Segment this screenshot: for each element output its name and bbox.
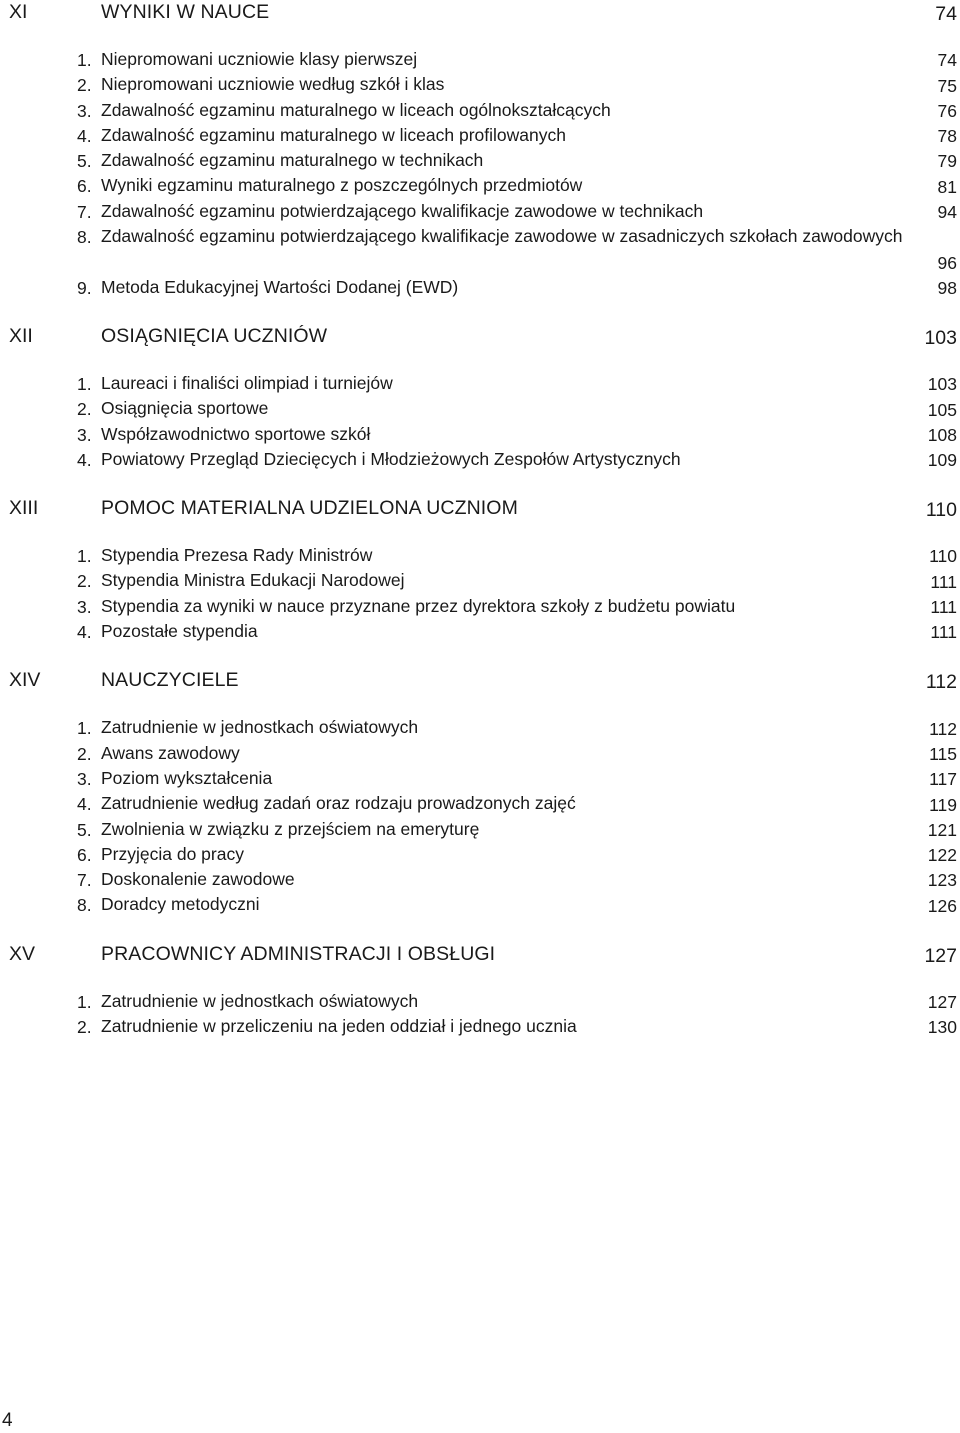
toc-entry [0, 124, 960, 149]
entry-number: 2. [77, 743, 92, 764]
entry-title: Doskonalenie zawodowe [101, 869, 295, 890]
section-number: XV [9, 942, 36, 965]
entry-number: 5. [77, 151, 92, 172]
entry-page-number: 110 [929, 546, 957, 567]
entry-title: Poziom wykształcenia [101, 767, 273, 788]
entry-page-number: 98 [937, 277, 957, 298]
entry-title: Przyjęcia do pracy [101, 843, 244, 864]
toc-entry [0, 48, 960, 73]
section-item-list [0, 990, 960, 1041]
entry-page-number: 78 [937, 126, 957, 147]
entry-number: 6. [77, 844, 92, 865]
section-number: XI [9, 1, 28, 23]
toc-entry [0, 174, 960, 199]
section-page-number: 103 [924, 326, 957, 349]
entry-page-number: 117 [929, 769, 957, 790]
toc-entry [0, 544, 960, 569]
entry-page-number: 94 [937, 202, 957, 223]
page-number: 4 [2, 1410, 13, 1431]
section-title: PRACOWNICY ADMINISTRACJI I OBSŁUGI [101, 942, 496, 965]
entry-page-number: 75 [937, 75, 957, 96]
toc-entry [0, 276, 960, 301]
entry-page-number: 105 [927, 399, 957, 420]
entry-number: 2. [77, 399, 92, 420]
section-gap [0, 645, 960, 668]
entry-number: 3. [77, 424, 92, 445]
section-heading [0, 942, 960, 967]
section-heading [0, 0, 960, 25]
section-title: WYNIKI W NAUCE [101, 1, 270, 23]
entry-number: 2. [77, 75, 92, 96]
toc-entry [0, 149, 960, 174]
entry-page-number: 119 [929, 794, 957, 815]
entry-page-number: 127 [927, 992, 957, 1013]
entry-number: 3. [77, 596, 92, 617]
entry-number: 7. [77, 870, 92, 891]
entry-title: Powiatowy Przegląd Dziecięcych i Młodzieżowych Zespołów Artystycznych [101, 448, 681, 469]
entry-page-number: 103 [927, 374, 957, 395]
section-gap [0, 919, 960, 942]
entry-title: Stypendia Prezesa Rady Ministrów [101, 545, 373, 566]
entry-page-number: 108 [927, 424, 957, 445]
toc-entry [0, 397, 960, 422]
entry-number: 1. [77, 546, 92, 567]
entry-title: Wyniki egzaminu maturalnego z poszczególnych przedmiotów [101, 175, 583, 196]
section-title: POMOC MATERIALNA UDZIELONA UCZNIOM [101, 497, 518, 520]
entry-number: 3. [77, 768, 92, 789]
entry-number: 5. [77, 819, 92, 840]
section-number: XII [9, 324, 33, 347]
entry-number: 4. [77, 125, 92, 146]
entry-number: 1. [77, 373, 92, 394]
entry-page-number: 121 [927, 819, 957, 840]
section-item-list [0, 544, 960, 645]
toc-entry [0, 423, 960, 448]
entry-number: 3. [77, 100, 92, 121]
entry-title: Awans zawodowy [101, 742, 240, 763]
entry-title: Doradcy metodyczni [101, 894, 260, 915]
entry-title: Zdawalność egzaminu potwierdzającego kwalifikacje zawodowe w technikach [101, 200, 704, 221]
entry-page-number: 122 [927, 845, 957, 866]
toc-section [0, 668, 960, 918]
section-number: XIV [9, 669, 41, 692]
toc-entry [0, 99, 960, 124]
entry-page-number: 111 [930, 622, 957, 643]
entry-number: 8. [77, 895, 92, 916]
entry-page-number: 74 [937, 50, 957, 71]
toc-entry [0, 792, 960, 817]
entry-title: Stypendia za wyniki w nauce przyznane przez dyrektora szkoły z budżetu powiatu [101, 595, 736, 616]
entry-number: 9. [77, 277, 92, 298]
entry-number: 8. [77, 227, 92, 248]
section-item-list [0, 716, 960, 918]
toc-entry [0, 818, 960, 843]
entry-page-number: 115 [929, 743, 957, 764]
toc-entry [0, 595, 960, 620]
entry-title: Zdawalność egzaminu maturalnego w liceach ogólnokształcących [101, 99, 611, 120]
entry-page-number: 109 [927, 450, 957, 471]
section-page-number: 110 [925, 499, 957, 522]
toc-entry [0, 843, 960, 868]
section-heading [0, 496, 960, 521]
entry-title: Zatrudnienie w przeliczeniu na jeden oddział i jednego ucznia [101, 1016, 577, 1037]
section-title: OSIĄGNIĘCIA UCZNIÓW [101, 324, 328, 347]
toc-entry [0, 620, 960, 645]
entry-page-number: 111 [930, 571, 957, 592]
entry-title: Pozostałe stypendia [101, 621, 258, 642]
entry-title: Współzawodnictwo sportowe szkół [101, 423, 371, 444]
entry-page-number: 112 [929, 718, 957, 739]
section-gap [0, 473, 960, 496]
entry-title: Zdawalność egzaminu maturalnego w liceach profilowanych [101, 124, 566, 145]
section-item-list [0, 48, 960, 301]
entry-number: 6. [77, 176, 92, 197]
toc-entry [0, 893, 960, 918]
section-item-list [0, 372, 960, 473]
section-number: XIII [9, 497, 39, 520]
section-heading [0, 668, 960, 693]
section-heading [0, 324, 960, 349]
entry-number: 4. [77, 622, 92, 643]
section-page-number: 112 [925, 671, 957, 694]
toc-entry [0, 990, 960, 1015]
toc-section [0, 0, 960, 301]
toc-entry [0, 73, 960, 98]
entry-title: Zdawalność egzaminu potwierdzającego kwalifikacje zawodowe w zasadniczych szkołach zawodowych [101, 226, 903, 247]
entry-page-number: 76 [937, 100, 957, 121]
section-page-number: 74 [935, 3, 957, 25]
entry-title: Niepromowani uczniowie klasy pierwszej [101, 49, 418, 69]
section-page-number: 127 [924, 944, 957, 967]
toc-entry [0, 569, 960, 594]
toc-section [0, 942, 960, 1041]
entry-number: 2. [77, 1017, 92, 1038]
toc-entry [0, 200, 960, 225]
entry-page-number: 96 [937, 252, 957, 273]
entry-page-number: 126 [927, 895, 957, 916]
toc-entry [0, 1015, 960, 1040]
entry-page-number: 81 [937, 176, 957, 197]
entry-title: Zatrudnienie w jednostkach oświatowych [101, 990, 419, 1011]
entry-number: 7. [77, 201, 92, 222]
section-gap [0, 301, 960, 324]
entry-number: 2. [77, 571, 92, 592]
toc-entry [0, 448, 960, 473]
toc-entry [0, 372, 960, 397]
entry-title: Zatrudnienie w jednostkach oświatowych [101, 717, 419, 738]
entry-title: Niepromowani uczniowie według szkół i klas [101, 74, 445, 95]
toc-entry [0, 767, 960, 792]
entry-number: 1. [77, 718, 92, 739]
entry-number: 4. [77, 794, 92, 815]
entry-title: Zwolnienia w związku z przejściem na emeryturę [101, 818, 480, 839]
entry-number: 1. [77, 50, 92, 70]
entry-title: Stypendia Ministra Edukacji Narodowej [101, 570, 405, 591]
entry-title: Zdawalność egzaminu maturalnego w technikach [101, 150, 484, 171]
toc-entry [0, 742, 960, 767]
entry-number: 1. [77, 991, 92, 1012]
entry-page-number: 123 [927, 870, 957, 891]
entry-title: Zatrudnienie według zadań oraz rodzaju prowadzonych zajęć [101, 793, 576, 814]
entry-number: 4. [77, 449, 92, 470]
entry-title: Osiągnięcia sportowe [101, 398, 269, 419]
entry-title: Metoda Edukacyjnej Wartości Dodanej (EWD) [101, 276, 459, 297]
toc-section [0, 324, 960, 473]
entry-page-number: 79 [937, 151, 957, 172]
entry-page-number: 130 [927, 1017, 957, 1038]
toc-entry [0, 225, 960, 276]
toc-entry [0, 716, 960, 741]
toc-entry [0, 868, 960, 893]
entry-title: Laureaci i finaliści olimpiad i turniejów [101, 372, 393, 393]
toc-section [0, 496, 960, 645]
section-title: NAUCZYCIELE [101, 669, 239, 692]
entry-page-number: 111 [930, 597, 957, 618]
